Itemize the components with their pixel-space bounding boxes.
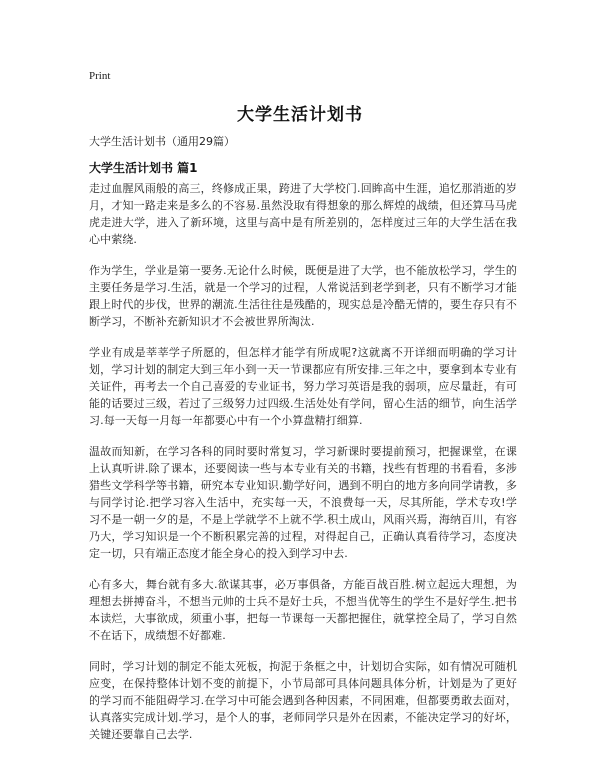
section-heading: 大学生活计划书 篇1 [89,161,198,175]
document-body [89,180,517,757]
print-link[interactable]: Print [89,70,111,82]
paragraph: 温故而知新，在学习各科的同时要时常复习，学习新课时要提前预习，把握课堂，在课上认真听讲.除了课本，还要阅读一些与本专业有关的书籍，找些有哲理的书看看，多涉猎些文学科学等书籍，研究本专业知识.勤学好问，遇到不明白的地方多向同学请教，多与同学讨论.把学习容入生活中，充实每一天，不浪费每一天，尽其所能，学术专攻!学习不是一朝一夕的是，不是上学就学不上就不学.积土成山，风雨兴焉，海纳百川，有容乃大，学习知识是一个不断积累完善的过程，对得起自己，正确认真看待学习，态度决定一切，只有端正态度才能全身心的投入到学习中去. [89,445,517,560]
document-title: 大学生活计划书 [237,105,363,125]
document-subtitle: 大学生活计划书（通用29篇） [89,135,235,148]
paragraph: 学业有成是莘莘学子所愿的，但怎样才能学有所成呢?这就离不开详细而明确的学习计划，学习计划的制定大到三年小到一天一节课都应有所安排.三年之中，要拿到本专业有关证件，再考去一个自己喜爱的专业证书，努力学习英语是我的弱项，应尽量赶，有可能的话要过三级，若过了三级努力过四级.生活处处有学问，留心生活的细节，向生活学习.每一天每一月每一年都要心中有一个小算盘精打细算. [89,346,517,427]
paragraph: 作为学生，学业是第一要务.无论什么时候，既便是进了大学，也不能放松学习，学生的主要任务是学习.生活，就是一个学习的过程，人常说活到老学到老，只有不断学习才能跟上时代的步伐，世界的潮流.生活往往是残酷的，现实总是冷酷无情的，要生存只有不断学习，不断补充新知识才不会被世界所淘汰. [89,264,517,328]
paragraph: 心有多大，舞台就有多大.欲谋其事，必万事俱备，方能百战百胜.树立起远大理想，为理想去拼搏奋斗，不想当元帅的士兵不是好士兵，不想当优等生的学生不是好学生.把书本读烂，大事欲成，须重小事，把每一节课每一天都把握住，就掌控全局了，学习自然不在话下，成绩想不好都难. [89,578,517,642]
paragraph: 走过血腥风雨般的高三，终修成正果，跨进了大学校门.回眸高中生涯，追忆那消逝的岁月，才知一路走来是多么的不容易.虽然没取有得想象的那么辉煌的战绩，但还算马马虎虎走进大学，进入了新环境，这里与高中是有所差别的，怎样度过三年的大学生活在我心中萦绕. [89,182,517,246]
paragraph: 同时，学习计划的制定不能太死板，拘泥于条框之中，计划切合实际，如有情况可随机应变，在保持整体计划不变的前提下，小节局部可具体问题具体分析，计划是为了更好的学习而不能阻碍学习.在学习中可能会遇到各种因素，不同困难，但都要勇敢去面对，认真落实完成计划.学习，是个人的事，老师同学只是外在因素，不能决定学习的好坏，关键还要靠自己去学. [89,660,517,741]
